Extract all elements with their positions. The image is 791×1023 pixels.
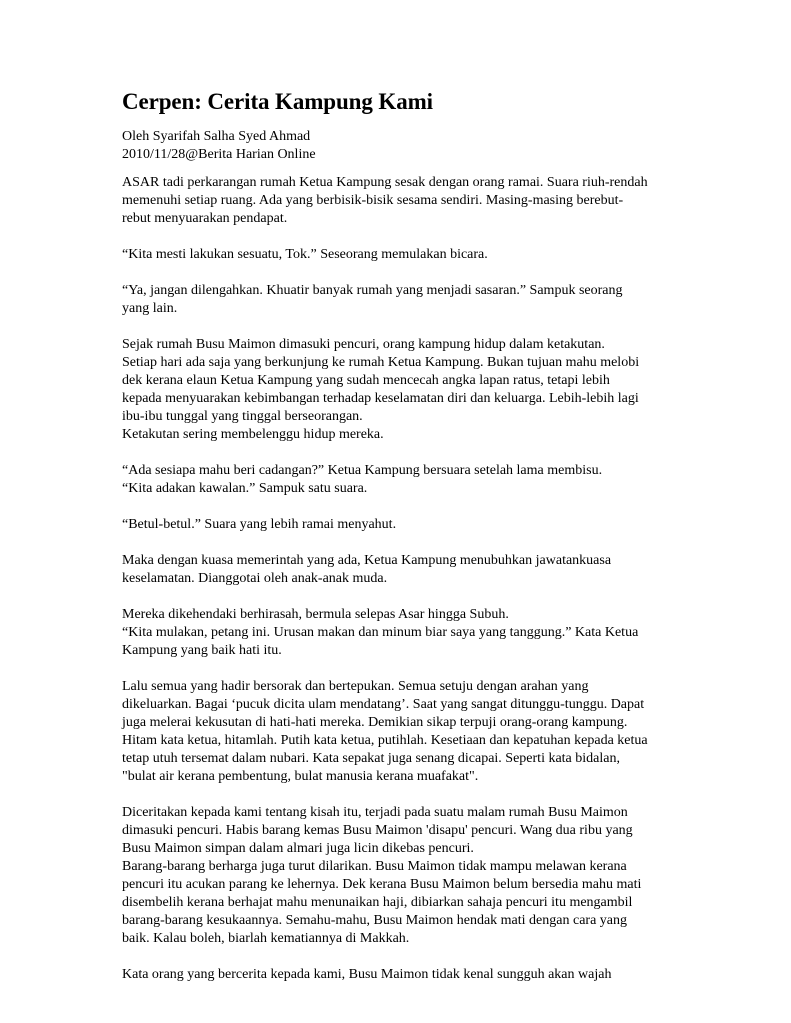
paragraph-line: Lalu semua yang hadir bersorak dan bertepukan. Semua setuju dengan arahan yang — [122, 679, 589, 694]
document-page — [122, 88, 677, 1002]
paragraph-line: tetap utuh tersemat dalam nubari. Kata sepakat juga senang dicapai. Seperti kata bidalan, — [122, 751, 620, 766]
paragraph-line: baik. Kalau boleh, biarlah kematiannya di Makkah. — [122, 931, 410, 946]
paragraph-line: Maka dengan kuasa memerintah yang ada, Ketua Kampung menubuhkan jawatankuasa — [122, 553, 612, 568]
paragraph — [122, 552, 677, 588]
paragraph — [122, 336, 677, 444]
paragraph — [122, 966, 677, 984]
paragraph — [122, 516, 677, 534]
paragraph — [122, 246, 677, 264]
paragraph-line: dimasuki pencuri. Habis barang kemas Busu Maimon 'disapu' pencuri. Wang dua ribu yang — [122, 823, 633, 838]
paragraph-line: “Kita mesti lakukan sesuatu, Tok.” Seseorang memulakan bicara. — [122, 247, 488, 262]
paragraph-line: Ketakutan sering membelenggu hidup mereka. — [122, 427, 384, 442]
paragraph-line: yang lain. — [122, 301, 178, 316]
paragraph-line: ASAR tadi perkarangan rumah Ketua Kampung sesak dengan orang ramai. Suara riuh-rendah — [122, 175, 648, 190]
paragraph-line: “Ya, jangan dilengahkan. Khuatir banyak rumah yang menjadi sasaran.” Sampuk seorang — [122, 283, 623, 298]
paragraph-line: Kampung yang baik hati itu. — [122, 643, 282, 658]
paragraph-line: juga melerai kekusutan di hati-hati mereka. Demikian sikap terpuji orang-orang kampung. — [122, 715, 628, 730]
paragraph-line: memenuhi setiap ruang. Ada yang berbisik-bisik sesama sendiri. Masing-masing berebut- — [122, 193, 624, 208]
paragraph-line: rebut menyuarakan pendapat. — [122, 211, 288, 226]
paragraph-line: keselamatan. Dianggotai oleh anak-anak muda. — [122, 571, 388, 586]
byline — [122, 128, 677, 164]
paragraph-line: disembelih kerana berhajat mahu menunaikan haji, dibiarkan sahaja pencuri itu mengambil — [122, 895, 633, 910]
paragraph-line: Sejak rumah Busu Maimon dimasuki pencuri, orang kampung hidup dalam ketakutan. — [122, 337, 605, 352]
paragraph-line: pencuri itu acukan parang ke lehernya. Dek kerana Busu Maimon belum bersedia mahu mati — [122, 877, 642, 892]
paragraph-line: Busu Maimon simpan dalam almari juga licin dikebas pencuri. — [122, 841, 474, 856]
document-title: Cerpen: Cerita Kampung Kami — [122, 89, 433, 114]
paragraph-line: kepada menyuarakan kebimbangan terhadap keselamatan diri dan keluarga. Lebih-lebih lagi — [122, 391, 639, 406]
paragraph-line: Diceritakan kepada kami tentang kisah itu, terjadi pada suatu malam rumah Busu Maimon — [122, 805, 628, 820]
paragraph-line: ibu-ibu tunggal yang tinggal berseorangan. — [122, 409, 363, 424]
paragraph-line: Kata orang yang bercerita kepada kami, Busu Maimon tidak kenal sungguh akan wajah — [122, 967, 612, 982]
paragraph-line: “Kita mulakan, petang ini. Urusan makan dan minum biar saya yang tanggung.” Kata Ketua — [122, 625, 639, 640]
paragraph-line: “Kita adakan kawalan.” Sampuk satu suara. — [122, 481, 368, 496]
dateline: 2010/11/28@Berita Harian Online — [122, 147, 316, 162]
paragraph — [122, 678, 677, 786]
author-line: Oleh Syarifah Salha Syed Ahmad — [122, 129, 311, 144]
article-body — [122, 174, 677, 984]
paragraph-line: “Ada sesiapa mahu beri cadangan?” Ketua Kampung bersuara setelah lama membisu. — [122, 463, 603, 478]
paragraph — [122, 174, 677, 228]
paragraph-line: "bulat air kerana pembentung, bulat manusia kerana muafakat". — [122, 769, 479, 784]
paragraph — [122, 606, 677, 660]
paragraph — [122, 804, 677, 948]
paragraph-line: Setiap hari ada saja yang berkunjung ke rumah Ketua Kampung. Bukan tujuan mahu melobi — [122, 355, 640, 370]
paragraph-line: Barang-barang berharga juga turut dilarikan. Busu Maimon tidak mampu melawan kerana — [122, 859, 627, 874]
paragraph-line: “Betul-betul.” Suara yang lebih ramai menyahut. — [122, 517, 397, 532]
paragraph-line: Mereka dikehendaki berhirasah, bermula selepas Asar hingga Subuh. — [122, 607, 509, 622]
paragraph — [122, 282, 677, 318]
paragraph-line: barang-barang kesukaannya. Semahu-mahu, Busu Maimon hendak mati dengan cara yang — [122, 913, 627, 928]
paragraph-line: dek kerana elaun Ketua Kampung yang sudah mencecah angka lapan ratus, tetapi lebih — [122, 373, 610, 388]
paragraph — [122, 462, 677, 498]
paragraph-line: dikeluarkan. Bagai ‘pucuk dicita ulam mendatang’. Saat yang sangat ditunggu-tunggu. Dapat — [122, 697, 645, 712]
paragraph-line: Hitam kata ketua, hitamlah. Putih kata ketua, putihlah. Kesetiaan dan kepatuhan kepada ketua — [122, 733, 648, 748]
